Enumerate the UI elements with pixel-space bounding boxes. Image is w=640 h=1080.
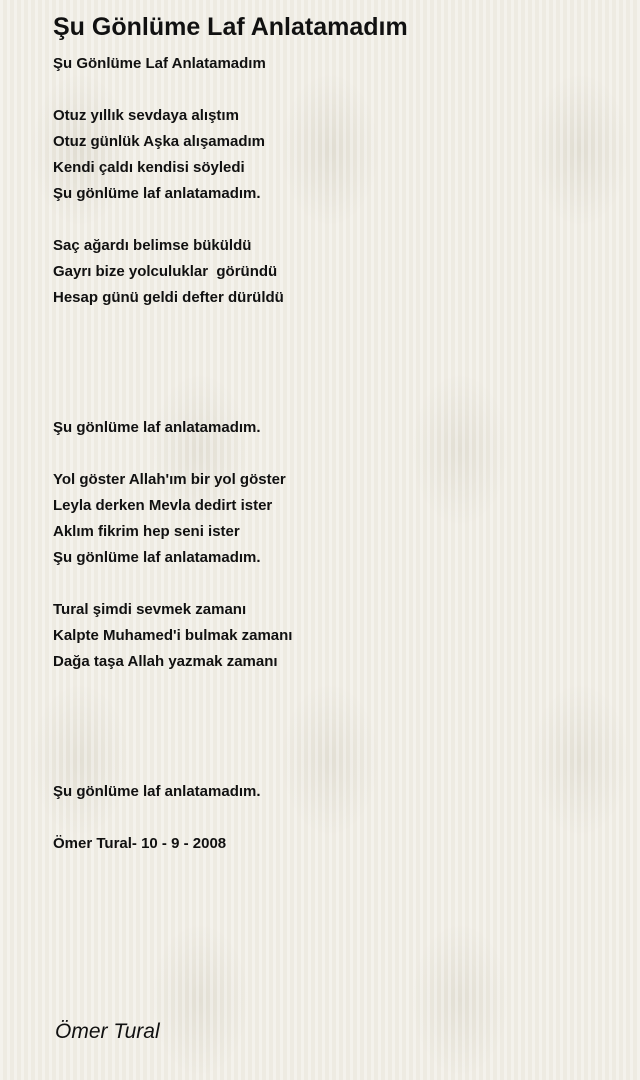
poem-line: Ömer Tural- 10 - 9 - 2008 xyxy=(53,835,227,852)
poem-line: Yol göster Allah'ım bir yol göster xyxy=(53,471,286,488)
poem-line xyxy=(53,753,613,779)
poem-line: Kalpte Muhamed'i bulmak zamanı xyxy=(53,627,293,644)
poem-line: Tural şimdi sevmek zamanı xyxy=(53,601,247,618)
poem-line: Otuz yıllık sevdaya alıştım xyxy=(53,107,239,124)
poem-line xyxy=(53,727,613,753)
poem-line: Leyla derken Mevla dedirt ister xyxy=(53,497,273,514)
poem-line: Şu Gönlüme Laf Anlatamadım xyxy=(53,55,266,72)
poem-line xyxy=(53,441,613,467)
poem-line: Kendi çaldı kendisi söyledi xyxy=(53,159,245,176)
poem-line xyxy=(53,805,613,831)
poem-line: Gayrı bize yolculuklar göründü xyxy=(53,263,278,280)
poem-line: Dağa taşa Allah yazmak zamanı xyxy=(53,653,278,670)
poem-line xyxy=(53,389,613,415)
author-signature: Ömer Tural xyxy=(55,1020,160,1043)
poem-line: Aklım fikrim hep seni ister xyxy=(53,523,240,540)
poem-line xyxy=(53,701,613,727)
poem-line: Saç ağardı belimse büküldü xyxy=(53,237,252,254)
page-title: Şu Gönlüme Laf Anlatamadım xyxy=(53,13,408,41)
poem-line xyxy=(53,571,613,597)
poem-line xyxy=(53,77,613,103)
poem-line: Şu gönlüme laf anlatamadım. xyxy=(53,185,261,202)
poem-line xyxy=(53,675,613,701)
poem-line: Hesap günü geldi defter dürüldü xyxy=(53,289,284,306)
poem-line xyxy=(53,337,613,363)
poem-line xyxy=(53,363,613,389)
poem-line xyxy=(53,207,613,233)
poem-line: Şu gönlüme laf anlatamadım. xyxy=(53,419,261,436)
poem-body xyxy=(53,51,613,857)
poem-line: Şu gönlüme laf anlatamadım. xyxy=(53,783,261,800)
poem-line: Otuz günlük Aşka alışamadım xyxy=(53,133,265,150)
poem-line xyxy=(53,311,613,337)
poem-line: Şu gönlüme laf anlatamadım. xyxy=(53,549,261,566)
